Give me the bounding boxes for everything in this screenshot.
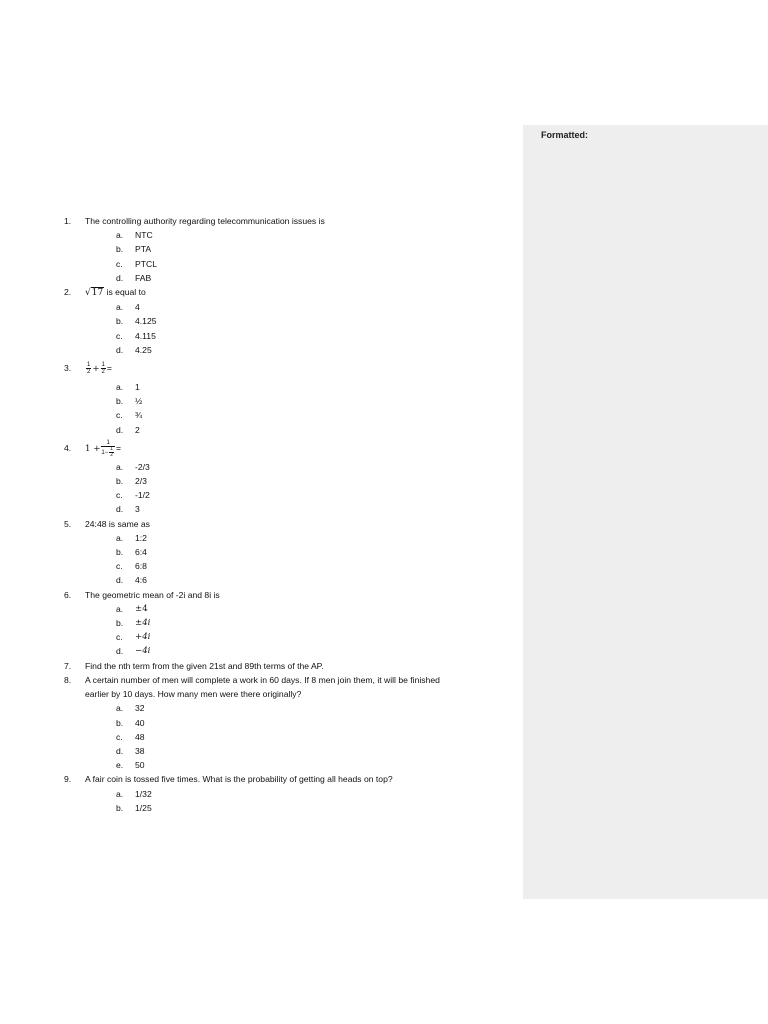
- option-item: [116, 616, 504, 630]
- option-item: [116, 474, 504, 488]
- option-letter: c.: [116, 490, 123, 501]
- option-text: ±4i: [135, 618, 151, 629]
- option-item: [116, 488, 504, 502]
- option-text: FAB: [135, 272, 152, 283]
- option-text: ¾: [135, 410, 143, 421]
- option-letter: c.: [116, 330, 123, 341]
- question-7: [64, 659, 504, 673]
- option-list: [116, 460, 504, 517]
- option-letter: c.: [116, 410, 123, 421]
- option-text: 3: [135, 504, 140, 515]
- option-text: 4: [135, 302, 140, 313]
- option-list: [116, 531, 504, 588]
- question-text-tail: =: [106, 363, 112, 374]
- option-item: [116, 502, 504, 516]
- question-text: A fair coin is tossed five times. What is the probability of getting all heads on top?: [85, 774, 393, 785]
- question-number: 4.: [64, 442, 72, 453]
- option-item: [116, 559, 504, 573]
- question-text: The controlling authority regarding telecommunication issues is: [85, 216, 325, 226]
- option-item: [116, 630, 504, 644]
- question-text: A certain number of men will complete a work in 60 days. If 8 men join them, it will be finished: [85, 674, 440, 685]
- option-item: [116, 271, 504, 285]
- option-letter: b.: [116, 476, 124, 487]
- question-number: 1.: [64, 216, 72, 226]
- option-text: 6:8: [135, 561, 147, 572]
- option-letter: a.: [116, 532, 124, 543]
- question-text: [85, 285, 504, 300]
- option-letter: e.: [116, 760, 124, 771]
- option-item: [116, 423, 504, 437]
- option-text: PTCL: [135, 258, 157, 269]
- question-number: 7.: [64, 660, 72, 671]
- option-letter: d.: [116, 424, 124, 435]
- option-text: -2/3: [135, 461, 150, 472]
- question-5: [64, 517, 504, 588]
- option-text: +4i: [135, 632, 151, 643]
- option-item: [116, 730, 504, 744]
- option-letter: a.: [116, 302, 124, 313]
- option-item: [116, 329, 504, 343]
- option-text: 2: [135, 424, 140, 435]
- option-text: 1:2: [135, 532, 147, 543]
- option-letter: d.: [116, 575, 124, 586]
- option-text: 50: [135, 760, 145, 771]
- option-text: 38: [135, 745, 145, 756]
- fraction-numerator: 1: [87, 362, 91, 369]
- inner-numerator: 1: [110, 445, 114, 452]
- fraction: [101, 440, 115, 458]
- comment-pane-title: Formatted:: [541, 130, 588, 140]
- option-letter: c.: [116, 632, 123, 643]
- math-lead: 1 +: [85, 443, 101, 454]
- option-list: [116, 602, 504, 659]
- option-text: ±4: [135, 603, 148, 614]
- question-1: [64, 214, 504, 285]
- option-letter: a.: [116, 703, 124, 714]
- option-text: 4:6: [135, 575, 147, 586]
- fraction: [86, 362, 91, 375]
- question-number: 5.: [64, 518, 72, 529]
- fraction-denominator: [101, 447, 115, 458]
- option-letter: d.: [116, 504, 124, 515]
- option-list: [116, 787, 504, 815]
- comment-pane: [523, 125, 768, 899]
- option-letter: a.: [116, 461, 124, 472]
- option-text: 1/25: [135, 802, 152, 813]
- option-letter: b.: [116, 547, 124, 558]
- option-item: [116, 787, 504, 801]
- option-text: 4.25: [135, 344, 152, 355]
- option-item: [116, 408, 504, 422]
- option-text: 1/32: [135, 788, 152, 799]
- question-4: [64, 437, 504, 517]
- option-letter: c.: [116, 561, 123, 572]
- option-text: PTA: [135, 244, 152, 255]
- option-item: [116, 644, 504, 658]
- option-text: 40: [135, 717, 145, 728]
- option-item: [116, 531, 504, 545]
- option-letter: d.: [116, 344, 124, 355]
- option-letter: a.: [116, 382, 124, 393]
- option-text: 4.125: [135, 316, 157, 327]
- option-item: [116, 314, 504, 328]
- option-text: 6:4: [135, 547, 147, 558]
- option-letter: a.: [116, 603, 124, 614]
- plus-sign: +: [92, 364, 100, 375]
- option-item: [116, 758, 504, 772]
- question-number: 8.: [64, 674, 72, 685]
- option-item: [116, 300, 504, 314]
- option-item: [116, 573, 504, 587]
- option-item: [116, 394, 504, 408]
- question-text: 24:48 is same as: [85, 518, 150, 529]
- denominator-lead: 1−: [101, 449, 109, 456]
- option-item: [116, 380, 504, 394]
- option-item: [116, 716, 504, 730]
- option-letter: b.: [116, 396, 124, 407]
- question-number: 2.: [64, 287, 72, 298]
- document-body: [64, 214, 504, 815]
- question-2: [64, 285, 504, 357]
- option-item: [116, 242, 504, 256]
- fraction-denominator: 2: [101, 369, 105, 376]
- question-number: 9.: [64, 774, 72, 785]
- fraction-denominator: 2: [87, 369, 91, 376]
- question-text: The geometric mean of -2i and 8i is: [85, 589, 220, 600]
- fraction-numerator: 1: [101, 362, 105, 369]
- option-letter: d.: [116, 646, 124, 657]
- option-list: [116, 380, 504, 437]
- option-letter: c.: [116, 731, 123, 742]
- option-letter: a.: [116, 230, 124, 241]
- option-letter: c.: [116, 258, 123, 269]
- question-text-tail: is equal to: [104, 287, 146, 298]
- question-text-tail: =: [116, 442, 122, 453]
- question-text: [85, 357, 504, 380]
- option-item: [116, 257, 504, 271]
- square-root-expression: √17: [85, 288, 104, 299]
- option-text: 32: [135, 703, 145, 714]
- option-list: [116, 300, 504, 357]
- option-item: [116, 545, 504, 559]
- option-text: 4.115: [135, 330, 156, 341]
- option-text: 48: [135, 731, 145, 742]
- question-number: 3.: [64, 363, 72, 374]
- question-number: 6.: [64, 589, 72, 600]
- option-letter: b.: [116, 316, 124, 327]
- option-list: [116, 228, 504, 285]
- question-3: [64, 357, 504, 437]
- radicand: 17: [91, 288, 104, 299]
- option-text: -1/2: [135, 490, 150, 501]
- option-item: [116, 801, 504, 815]
- option-item: [116, 460, 504, 474]
- option-text: NTC: [135, 230, 153, 241]
- option-text: 1: [135, 382, 140, 393]
- question-text: [85, 437, 504, 460]
- option-item: [116, 602, 504, 616]
- option-letter: d.: [116, 272, 124, 283]
- question-8: [64, 673, 504, 772]
- question-text: Find the nth term from the given 21st and 89th terms of the AP.: [85, 660, 324, 671]
- option-item: [116, 744, 504, 758]
- option-text: −4i: [135, 646, 151, 657]
- option-letter: b.: [116, 244, 124, 255]
- option-letter: b.: [116, 618, 124, 629]
- option-list: [116, 701, 504, 772]
- inner-denominator: 2: [110, 451, 114, 458]
- option-letter: a.: [116, 788, 124, 799]
- inner-fraction: [109, 447, 114, 458]
- fraction-numerator: 1: [101, 440, 115, 447]
- fraction: [101, 362, 106, 375]
- option-letter: b.: [116, 802, 124, 813]
- option-item: [116, 343, 504, 357]
- question-6: [64, 588, 504, 659]
- option-item: [116, 228, 504, 242]
- option-letter: d.: [116, 745, 124, 756]
- option-text: ½: [135, 396, 143, 407]
- question-text-continued: earlier by 10 days. How many men were there originally?: [85, 689, 302, 700]
- option-letter: b.: [116, 717, 124, 728]
- option-text: 2/3: [135, 476, 147, 487]
- option-item: [116, 701, 504, 715]
- question-9: [64, 772, 504, 815]
